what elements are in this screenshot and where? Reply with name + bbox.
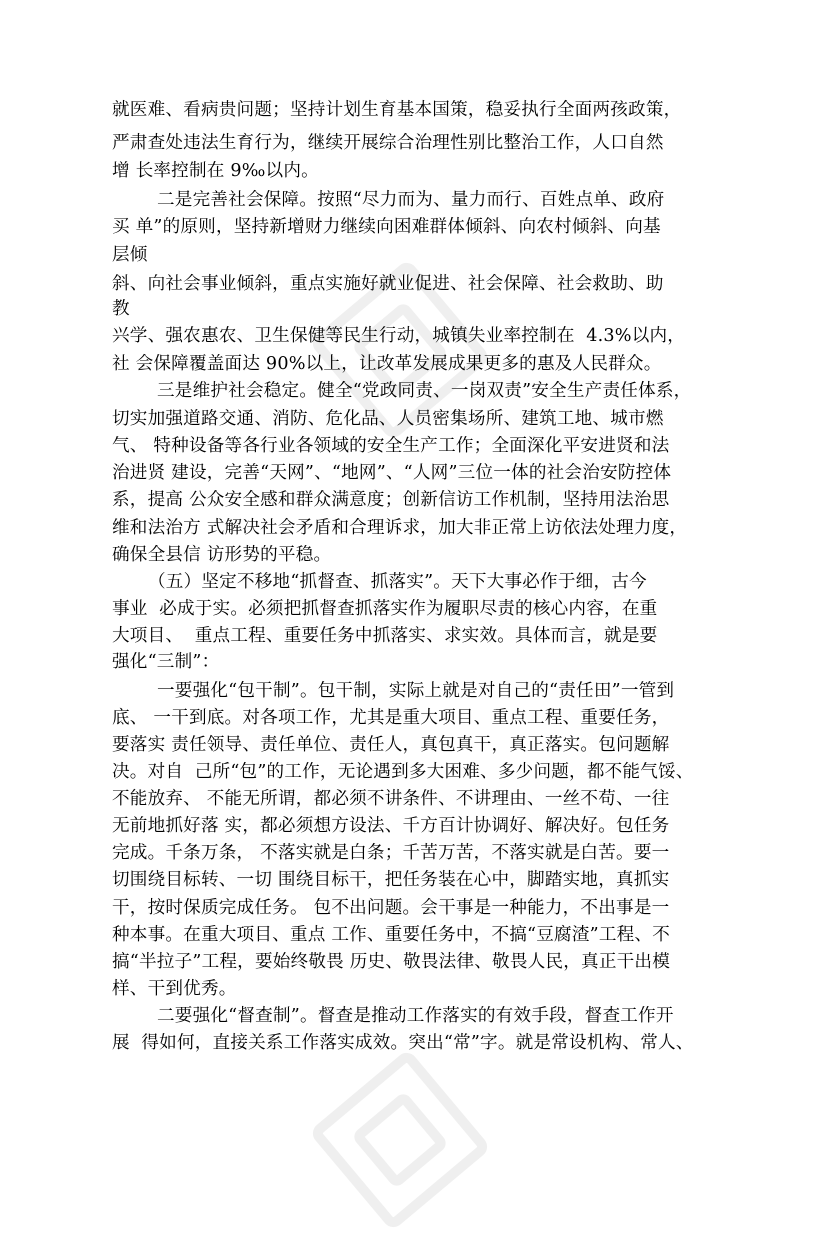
watermark-icon [300, 1040, 500, 1240]
text-line: 事业 必成于实。必须把抓督查抓落实作为履职尽责的核心内容，在重 [112, 599, 658, 619]
text-line: （五）坚定不移地“抓督查、抓落实”。天下大事必作于细，古今 [148, 572, 647, 592]
text-line: 种本事。在重大项目、重点 工作、重要任务中，不搞“豆腐渣”工程、不 [112, 925, 670, 945]
text-line: 切围绕目标转、一切 围绕目标干，把任务装在心中，脚踏实地，真抓实 [112, 870, 670, 890]
text-line: 严肃查处违法生育行为，继续开展综合治理性别比整治工作，人口自然 [112, 133, 664, 153]
text-line: 气、 特种设备等各行业各领域的安全生产工作；全面深化平安进贤和法 [112, 436, 670, 456]
text-line: 完成。千条万条， 不落实就是白条；千苦万苦，不落实就是白苦。要一 [112, 843, 670, 863]
text-line: 买 单”的原则，坚持新增财力继续向困难群体倾斜、向农村倾斜、向基 [112, 217, 661, 237]
text-line: 大项目、 重点工程、重要任务中抓落实、求实效。具体而言，就是要 [112, 626, 658, 646]
text-line: 一要强化“包干制”。包干制，实际上就是对自己的“责任田”一管到 [157, 681, 675, 701]
text-line: 二要强化“督查制”。督查是推动工作落实的有效手段，督查工作开 [157, 1006, 674, 1026]
text-line: 就医难、看病贵问题；坚持计划生育基本国策，稳妥执行全面两孩政策， [112, 100, 682, 120]
text-line: 二是完善社会保障。按照“尽力而为、量力而行、百姓点单、政府 [157, 190, 665, 210]
text-line: 无前地抓好落 实，都必须想方设法、千方百计协调好、解决好。包任务 [112, 816, 670, 836]
text-line: 切实加强道路交通、消防、危化品、人员密集场所、建筑工地、城市燃 [112, 409, 664, 429]
text-line: 强化“三制”： [112, 652, 220, 672]
text-line: 层倾 [112, 245, 148, 265]
text-line: 社 会保障覆盖面达 90%以上，让改革发展成果更多的惠及人民群众。 [112, 354, 662, 374]
text-line: 底、 一干到底。对各项工作，尤其是重大项目、重点工程、重要任务， [112, 708, 670, 728]
text-line: 展 得如何，直接关系工作落实成效。突出“常”字。就是常设机构、常人、 [112, 1033, 694, 1053]
text-line: 决。对自 己所“包”的工作，无论遇到多大困难、多少问题，都不能气馁、 [112, 762, 694, 782]
text-line: 搞“半拉子”工程，要始终敬畏 历史、敬畏法律、敬畏人民，真正干出模 [112, 952, 670, 972]
text-line: 增 长率控制在 9‰以内。 [112, 161, 319, 181]
text-line: 系，提高 公众安全感和群众满意度；创新信访工作机制，坚持用法治思 [112, 490, 670, 510]
text-line: 维和法治方 式解决社会矛盾和合理诉求，加大非正常上访依法处理力度， [112, 518, 688, 538]
text-line: 确保全县信 访形势的平稳。 [112, 545, 332, 565]
text-line: 斜、向社会事业倾斜，重点实施好就业促进、社会保障、社会救助、助 [112, 274, 664, 294]
text-line: 要落实 责任领导、责任单位、责任人，真包真干，真正落实。包问题解 [112, 735, 670, 755]
text-line: 三是维护社会稳定。健全“党政同责、一岗双责”安全生产责任体系， [157, 381, 692, 401]
text-line: 教 [112, 299, 130, 319]
text-line: 兴学、强农惠农、卫生保健等民生行动，城镇失业率控制在 4.3%以内， [112, 326, 686, 346]
text-line: 样、干到优秀。 [112, 979, 237, 999]
text-line: 不能放弃、 不能无所谓，都必须不讲条件、不讲理由、一丝不苟、一往 [112, 789, 670, 809]
text-line: 治进贤 建设，完善“天网”、“地网”、“人网”三位一体的社会治安防控体 [112, 463, 672, 483]
text-line: 干，按时保质完成任务。 包不出问题。会干事是一种能力，不出事是一 [112, 898, 670, 918]
